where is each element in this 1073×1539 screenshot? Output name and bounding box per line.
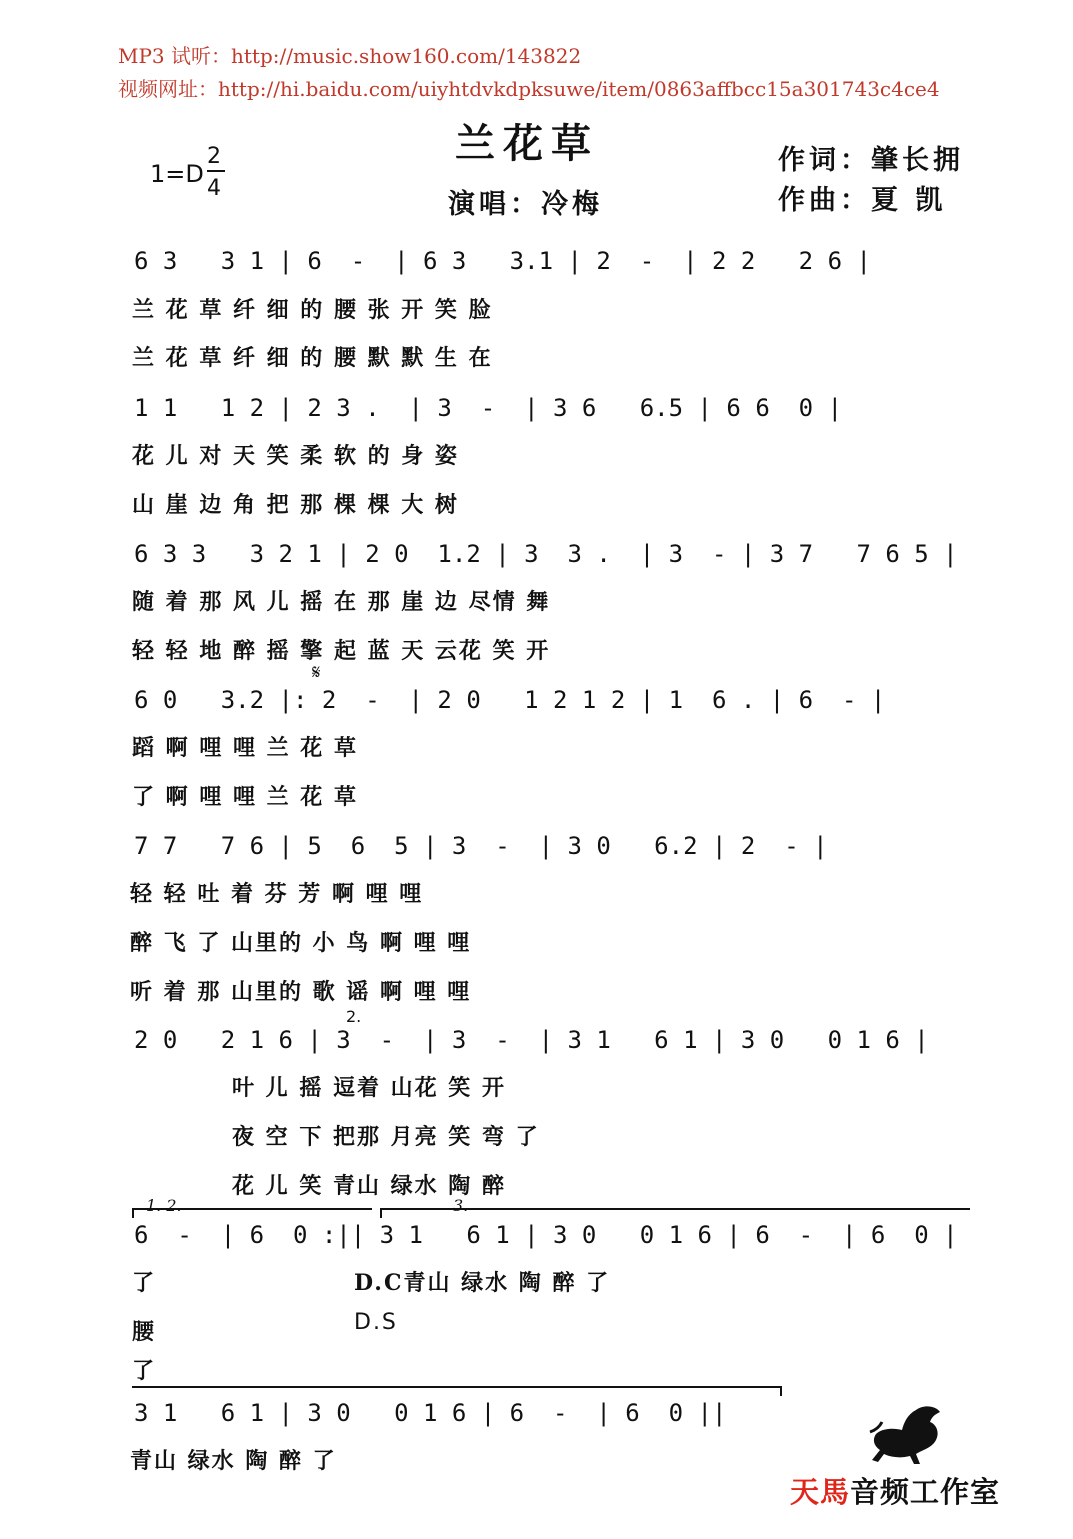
lyric-text: 轻 轻 地 醉 摇 擎 起 蓝 天 云花 笑 开	[132, 638, 551, 664]
lyric-line	[0, 631, 1073, 671]
notation-text: 6 3 3 1 | 6 - | 6 3 3.1 | 2 - | 2 2 2 6 |	[134, 247, 871, 275]
notation-row-4	[0, 680, 1073, 720]
notation-text: 1 1 1 2 | 2 3 . | 3 - | 3 6 6.5 | 6 6 0 |	[134, 394, 843, 422]
lyric-text: 随 着 那 风 儿 摇 在 那 崖 边 尽情 舞	[132, 589, 551, 615]
lyric-line	[0, 777, 1073, 817]
key-signature: 1=D	[150, 160, 204, 188]
lyric-line	[0, 1263, 1073, 1303]
coda-bracket	[132, 1386, 782, 1388]
notation-text: 7 7 7 6 | 5 6 5 | 3 - | 3 0 6.2 | 2 - |	[134, 832, 828, 860]
lyric-line	[0, 1068, 1073, 1108]
lyric-text: 兰 花 草 纤 细 的 腰 张 开 笑 脸	[132, 297, 493, 323]
ds-instruction: D.S	[354, 1310, 398, 1335]
lyric-text: 花 儿 对 天 笑 柔 软 的 身 姿	[132, 443, 459, 469]
lyric-text: 轻 轻 吐 着 芬 芳 啊 哩 哩	[130, 881, 424, 907]
lyric-text: 蹈 啊 哩 哩 兰 花 草	[132, 735, 358, 761]
time-signature-top: 2	[207, 144, 221, 169]
lyric-text: 兰 花 草 纤 细 的 腰 默 默 生 在	[132, 345, 493, 371]
lyric-text: 了	[132, 1358, 157, 1384]
notation-row-3	[0, 534, 1073, 574]
notation-text: 6 0 3.2 |: 2 - | 2 0 1 2 1 2 | 1 6 . | 6 - |	[134, 686, 886, 714]
notation-text: 2 0 2 1 6 | 3 - | 3 - | 3 1 6 1 | 3 0 0 1 6 |	[134, 1026, 929, 1054]
studio-logo	[790, 1470, 1000, 1511]
notation-row-5	[0, 826, 1073, 866]
volta-1-2-label: 1. 2.	[146, 1196, 182, 1215]
time-signature-bottom: 4	[207, 176, 221, 201]
lyric-text: 青山 绿水 陶 醉 了	[130, 1448, 337, 1474]
lyric-line	[0, 1117, 1073, 1157]
lyric-text: 夜 空 下 把那 月亮 笑 弯 了	[232, 1124, 540, 1150]
page-title: 兰花草	[455, 120, 599, 167]
lyric-line	[0, 485, 1073, 525]
notation-row-6	[0, 1020, 1073, 1060]
lyric-text: 腰	[132, 1319, 157, 1345]
lyric-text: 花 儿 笑 青山 绿水 陶 醉	[232, 1173, 506, 1199]
lyric-text: 山 崖 边 角 把 那 棵 棵 大 树	[132, 492, 459, 518]
lyric-line	[0, 1351, 1073, 1391]
time-signature-bar	[207, 170, 225, 172]
notation-text: 3 1 6 1 | 3 0 0 1 6 | 6 - | 6 0 ||	[134, 1399, 727, 1427]
volta-bracket-2	[380, 1208, 970, 1210]
notation-row-2	[0, 388, 1073, 428]
dc-instruction: D.C青山 绿水 陶 醉 了	[354, 1270, 611, 1296]
lyric-text: 听 着 那 山里的 歌 谣 啊 哩 哩	[130, 979, 472, 1005]
composer: 作曲：夏 凯	[778, 185, 947, 216]
lyric-line	[0, 874, 1073, 914]
lyric-line	[0, 436, 1073, 476]
notation-text: 6 3 3 3 2 1 | 2 0 1.2 | 3 3 . | 3 - | 3 7 7 6 5 |	[134, 540, 958, 568]
volta-3-label: 3.	[453, 1196, 469, 1215]
notation-row-7	[0, 1215, 1073, 1255]
segno-mark: 𝄋	[312, 660, 321, 684]
lyric-text: 了	[132, 1270, 157, 1296]
logo-red-text: 天馬	[790, 1475, 851, 1509]
lyric-line	[0, 338, 1073, 378]
singer: 演唱：冷梅	[448, 189, 603, 220]
repeat-two-mark: 2.	[346, 1007, 362, 1026]
lyric-line	[0, 582, 1073, 622]
lyric-line	[0, 923, 1073, 963]
logo-dark-text: 音频工作室	[850, 1475, 1001, 1509]
lyric-text: 叶 儿 摇 逗着 山花 笑 开	[232, 1075, 506, 1101]
lyric-line	[0, 290, 1073, 330]
mp3-link[interactable]: MP3 试听：http://music.show160.com/143822	[118, 44, 582, 68]
horse-logo-icon	[866, 1402, 946, 1468]
lyricist: 作词：肇长拥	[778, 145, 964, 176]
lyric-text: 醉 飞 了 山里的 小 鸟 啊 哩 哩	[130, 930, 472, 956]
lyric-line	[0, 1312, 1073, 1352]
notation-row-1	[0, 241, 1073, 281]
lyric-text: 了 啊 哩 哩 兰 花 草	[132, 784, 358, 810]
video-link[interactable]: 视频网址：http://hi.baidu.com/uiyhtdvkdpksuwe/item/0863affbcc15a301743c4ce4	[118, 77, 940, 101]
lyric-line	[0, 972, 1073, 1012]
lyric-line	[0, 728, 1073, 768]
notation-text: 6 - | 6 0 :|| 3 1 6 1 | 3 0 0 1 6 | 6 - | 6 0 |	[134, 1221, 958, 1249]
